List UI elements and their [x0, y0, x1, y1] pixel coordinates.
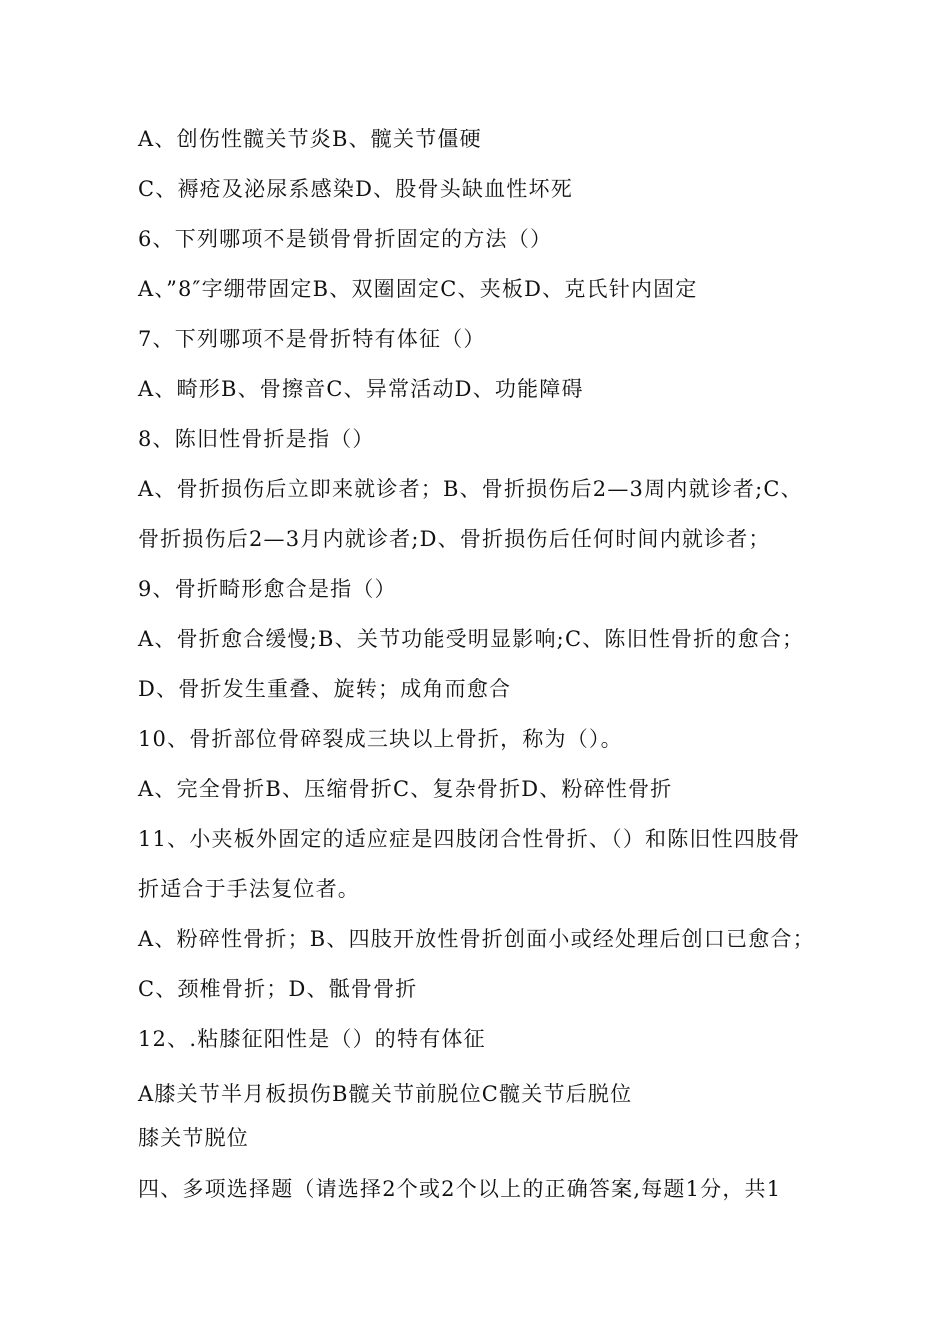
text-line: A、”8″字绷带固定B、双圈固定C、夹板D、克氏针内固定: [138, 277, 698, 301]
text-line: A、骨折损伤后立即来就诊者；B、骨折损伤后2—3周内就诊者;C、: [138, 477, 803, 501]
question-7: 7、下列哪项不是骨折特有体征（）: [138, 327, 486, 351]
text-line: A、创伤性髋关节炎B、髋关节僵硬: [138, 127, 482, 151]
question-11: 11、小夹板外固定的适应症是四肢闭合性骨折、（）和陈旧性四肢骨: [138, 827, 801, 851]
text-line: C、褥疮及泌尿系感染D、股骨头缺血性坏死: [138, 177, 573, 201]
question-9: 9、骨折畸形愈合是指（）: [138, 577, 397, 601]
text-line: A、完全骨折B、压缩骨折C、复杂骨折D、粉碎性骨折: [138, 777, 673, 801]
text-line: A、畸形B、骨擦音C、异常活动D、功能障碍: [138, 377, 584, 401]
text-line: A膝关节半月板损伤B髋关节前脱位C髋关节后脱位: [138, 1082, 633, 1106]
text-line: 折适合于手法复位者。: [138, 877, 360, 901]
question-6: 6、下列哪项不是锁骨骨折固定的方法（）: [138, 227, 553, 251]
text-line: C、颈椎骨折；D、骶骨骨折: [138, 977, 418, 1001]
section-heading: 四、多项选择题（请选择2个或2个以上的正确答案,每题1分，共1: [138, 1177, 782, 1201]
question-12: 12、.粘膝征阳性是（）的特有体征: [138, 1027, 486, 1051]
question-8: 8、陈旧性骨折是指（）: [138, 427, 375, 451]
text-line: A、粉碎性骨折；B、四肢开放性骨折创面小或经处理后创口已愈合；: [138, 927, 815, 951]
text-line: 骨折损伤后2—3月内就诊者;D、骨折损伤后任何时间内就诊者；: [138, 527, 771, 551]
text-line: 膝关节脱位: [138, 1126, 249, 1150]
question-10: 10、骨折部位骨碎裂成三块以上骨折，称为（）。: [138, 727, 623, 751]
text-line: D、骨折发生重叠、旋转；成角而愈合: [138, 677, 512, 701]
text-line: A、骨折愈合缓慢;B、关节功能受明显影响;C、陈旧性骨折的愈合；: [138, 627, 805, 651]
